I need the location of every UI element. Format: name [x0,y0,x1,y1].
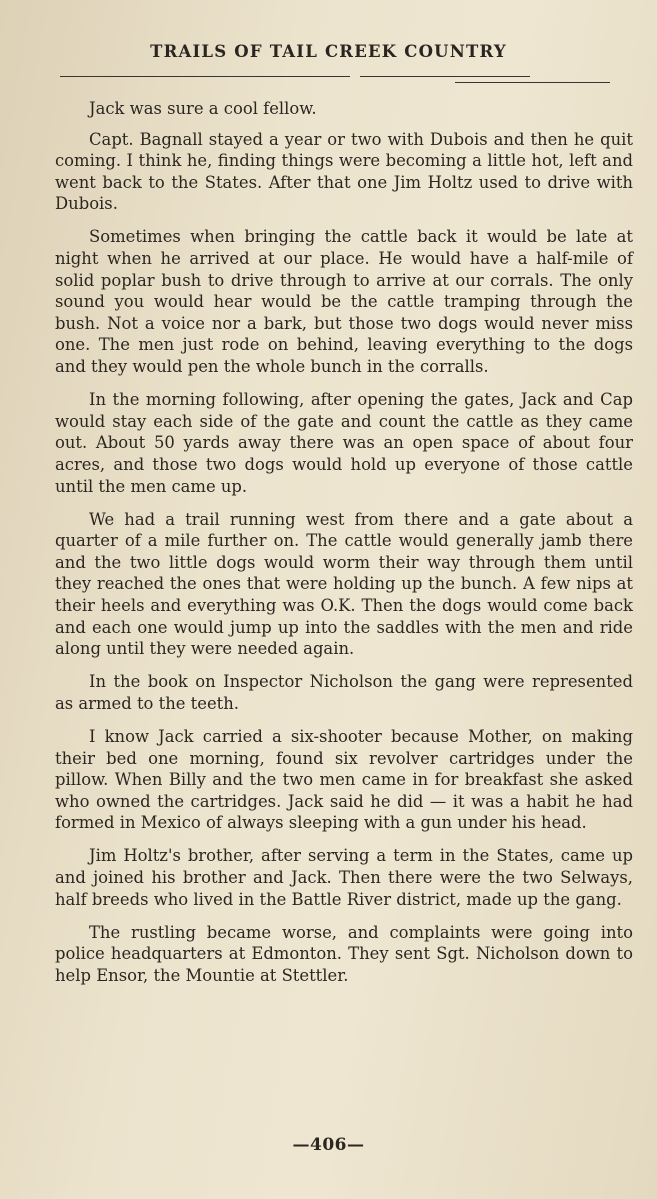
paragraph: Jack was sure a cool fellow. [89,99,317,118]
header-rule-under [455,82,610,83]
paragraph: We had a trail running west from there and a gate about a quarter of a mile further on. The cattle would generally jamb there and the two little dogs would worm their way through them until they reached the ones that were holding up the bunch. A few nips at their heels and everything was O.K. Then the dogs would come back and each one would jump up into the saddles with the men and ride along until they were needed again. [55,509,633,659]
header-rule-left [60,76,350,77]
page-number: —406— [292,1135,365,1155]
body-text [55,98,633,998]
paragraph: Jim Holtz's brother, after serving a term in the States, came up and joined his brother and Jack. Then there were the two Selways, half breeds who lived in the Battle River district, made up the gang. [55,846,633,909]
paragraph: Sometimes when bringing the cattle back it would be late at night when he arrived at our place. He would have a half-mile of solid poplar bush to drive through to arrive at our corrals. The only sound you would hear would be the cattle tramping through the bush. Not a voice nor a bark, but those two dogs would never miss one. The men just rode on behind, leaving everything to the dogs and they would pen the whole bunch in the corralls. [55,227,633,377]
paragraph: Capt. Bagnall stayed a year or two with Dubois and then he quit coming. I think he, finding things were becoming a little hot, left and went back to the States. After that one Jim Holtz used to drive with Dubois. [55,129,633,214]
running-title: TRAILS OF TAIL CREEK COUNTRY [150,42,507,61]
paragraph: In the book on Inspector Nicholson the gang were represented as armed to the teeth. [55,672,633,713]
paragraph: The rustling became worse, and complaints were going into police headquarters at Edmonton. They sent Sgt. Nicholson down to help Ensor, the Mountie at Stettler. [55,922,633,985]
paragraph: In the morning following, after opening the gates, Jack and Cap would stay each side of the gate and count the cattle as they came out. About 50 yards away there was an open space of about four acres, and those two dogs would hold up everyone of those cattle until the men came up. [55,390,633,496]
header-rule-right [360,76,530,77]
paragraph: I know Jack carried a six-shooter because Mother, on making their bed one morning, found six revolver cartridges under the pillow. When Billy and the two men came in for breakfast she asked who owned the cartridges. Jack said he did — it was a habit he had formed in Mexico of always sleeping with a gun under his head. [55,726,633,833]
